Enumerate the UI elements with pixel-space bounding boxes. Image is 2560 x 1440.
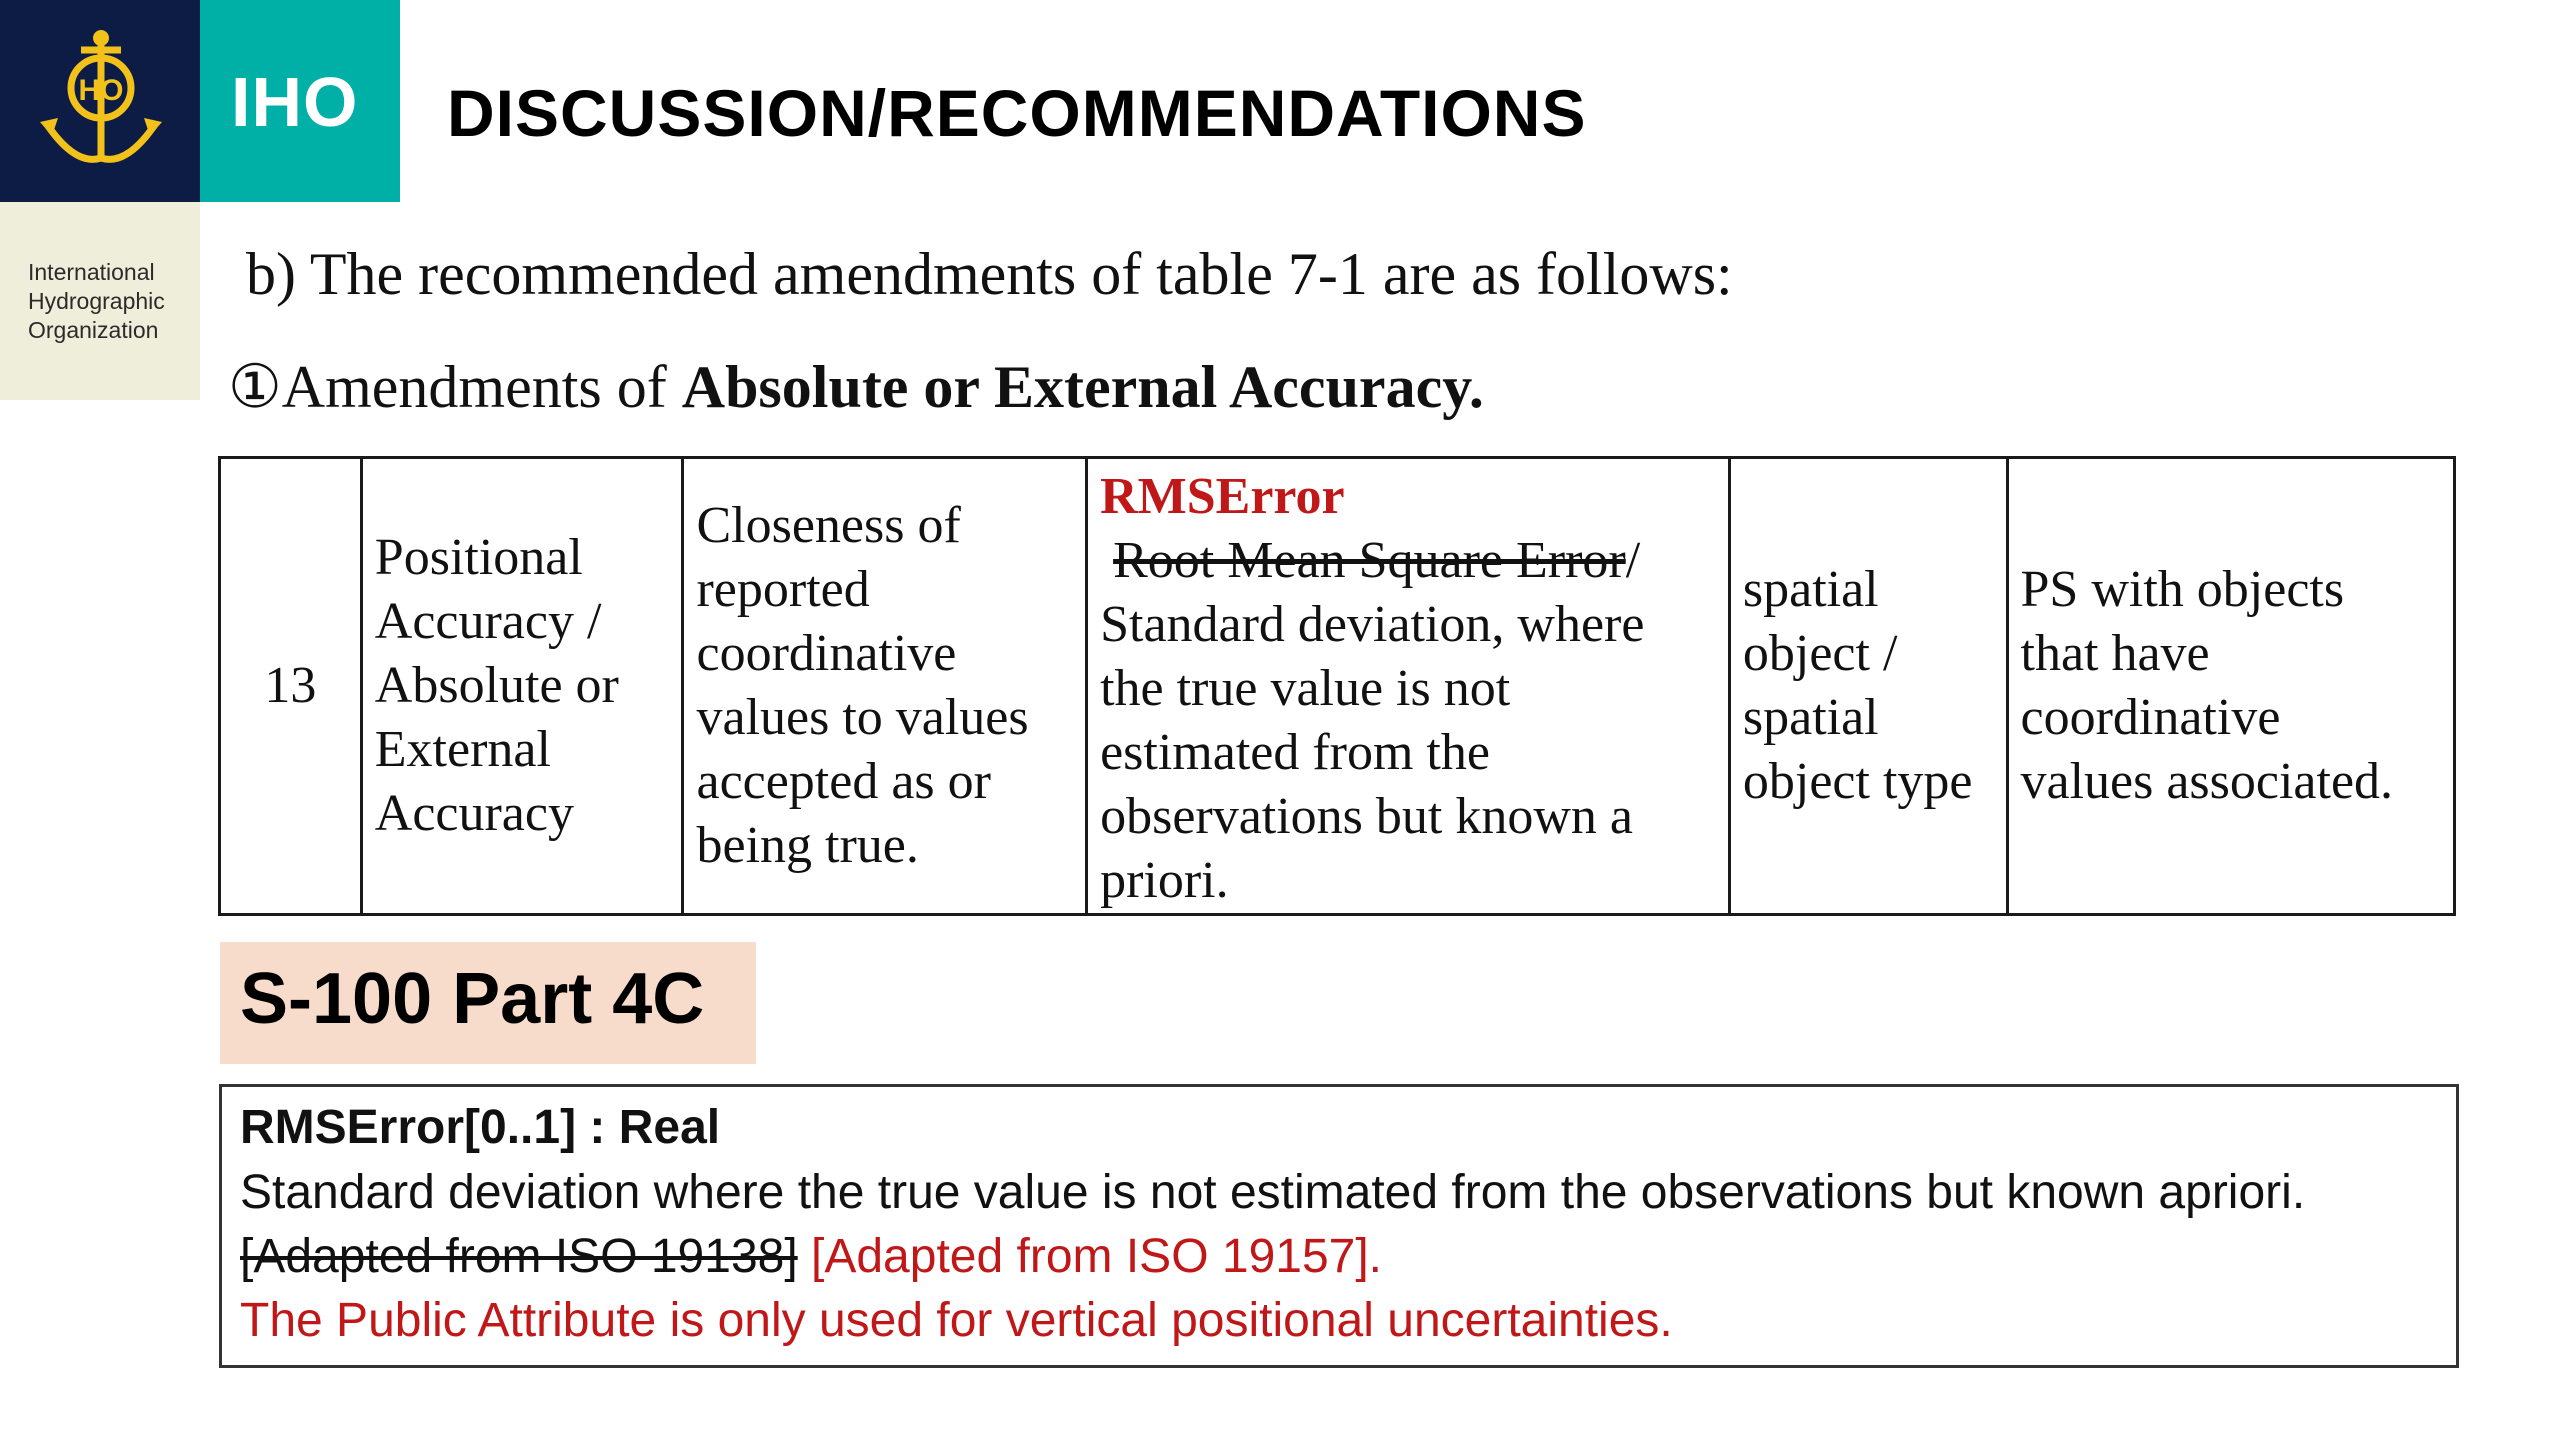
cell-ps-note (2007, 458, 2455, 915)
attribute-description: Standard deviation where the true value is not estimated from the observations but known apriori. (240, 1166, 2306, 1219)
alias-desc-line: estimated from the (1100, 724, 1490, 781)
cell-applies-to (1729, 458, 2007, 915)
logo-navy-panel (0, 0, 200, 202)
applies-line: object type (1742, 753, 1973, 810)
definition-line: values to values (696, 689, 1029, 746)
alias-suffix: / (1625, 532, 1641, 589)
new-reference: [Adapted from ISO 19157]. (797, 1230, 1383, 1283)
table-row (220, 458, 2455, 915)
subheading-bold: Absolute or External Accuracy. (681, 354, 1484, 420)
name-line: Accuracy (374, 785, 574, 842)
ps-line: values associated. (2020, 753, 2394, 810)
amendment-table (218, 456, 2456, 916)
alias-desc-line: Standard deviation, where (1100, 596, 1645, 653)
cell-definition (683, 458, 1087, 915)
name-line: Accuracy / (374, 593, 602, 650)
anchor-emblem-icon (36, 26, 166, 174)
name-line: Positional (374, 529, 583, 586)
attribute-heading: RMSError[0..1] : Real (240, 1101, 721, 1154)
s100-badge-label: S-100 Part 4C (240, 959, 705, 1039)
intro-text: b) The recommended amendments of table 7-1 are as follows: (246, 241, 1733, 307)
cell-number: 13 (220, 458, 362, 915)
ps-line: PS with objects (2020, 561, 2345, 618)
alias-desc-line: observations but known a (1100, 788, 1634, 845)
name-line: Absolute or (374, 657, 619, 714)
subheading-prefix: ①Amendments of (228, 354, 682, 420)
org-name-line: Organization (28, 317, 159, 343)
definition-line: coordinative (696, 625, 957, 682)
old-reference: [Adapted from ISO 19138] (240, 1230, 798, 1283)
definition-line: Closeness of (696, 497, 961, 554)
name-line: External (374, 721, 551, 778)
amendment-subheading (228, 352, 1484, 422)
attribute-note: The Public Attribute is only used for vertical positional uncertainties. (240, 1294, 1673, 1347)
ps-line: coordinative (2020, 689, 2281, 746)
alias-desc-line: priori. (1100, 852, 1229, 909)
definition-line: being true. (696, 817, 919, 874)
applies-line: object / (1742, 625, 1898, 682)
definition-line: reported (696, 561, 870, 618)
org-name-line: Hydrographic (28, 288, 165, 314)
logo-abbreviation: IHO (231, 63, 359, 141)
attribute-reference (240, 1229, 1382, 1284)
definition-line: accepted as or (696, 753, 991, 810)
cell-alias (1087, 458, 1730, 915)
page-title: DISCUSSION/RECOMMENDATIONS (447, 76, 1587, 150)
ps-line: that have (2020, 625, 2210, 682)
org-name-line: International (28, 259, 155, 285)
alias-struck: Root Mean Square Error (1113, 532, 1626, 589)
alias-desc-line: the true value is not (1100, 660, 1511, 717)
applies-line: spatial (1742, 689, 1879, 746)
applies-line: spatial (1742, 561, 1879, 618)
svg-text:HO: HO (78, 74, 124, 107)
organization-name (28, 258, 165, 345)
cell-name (361, 458, 683, 915)
alias-struck-line (1100, 529, 1716, 593)
alias-new: RMSError (1100, 468, 1345, 525)
